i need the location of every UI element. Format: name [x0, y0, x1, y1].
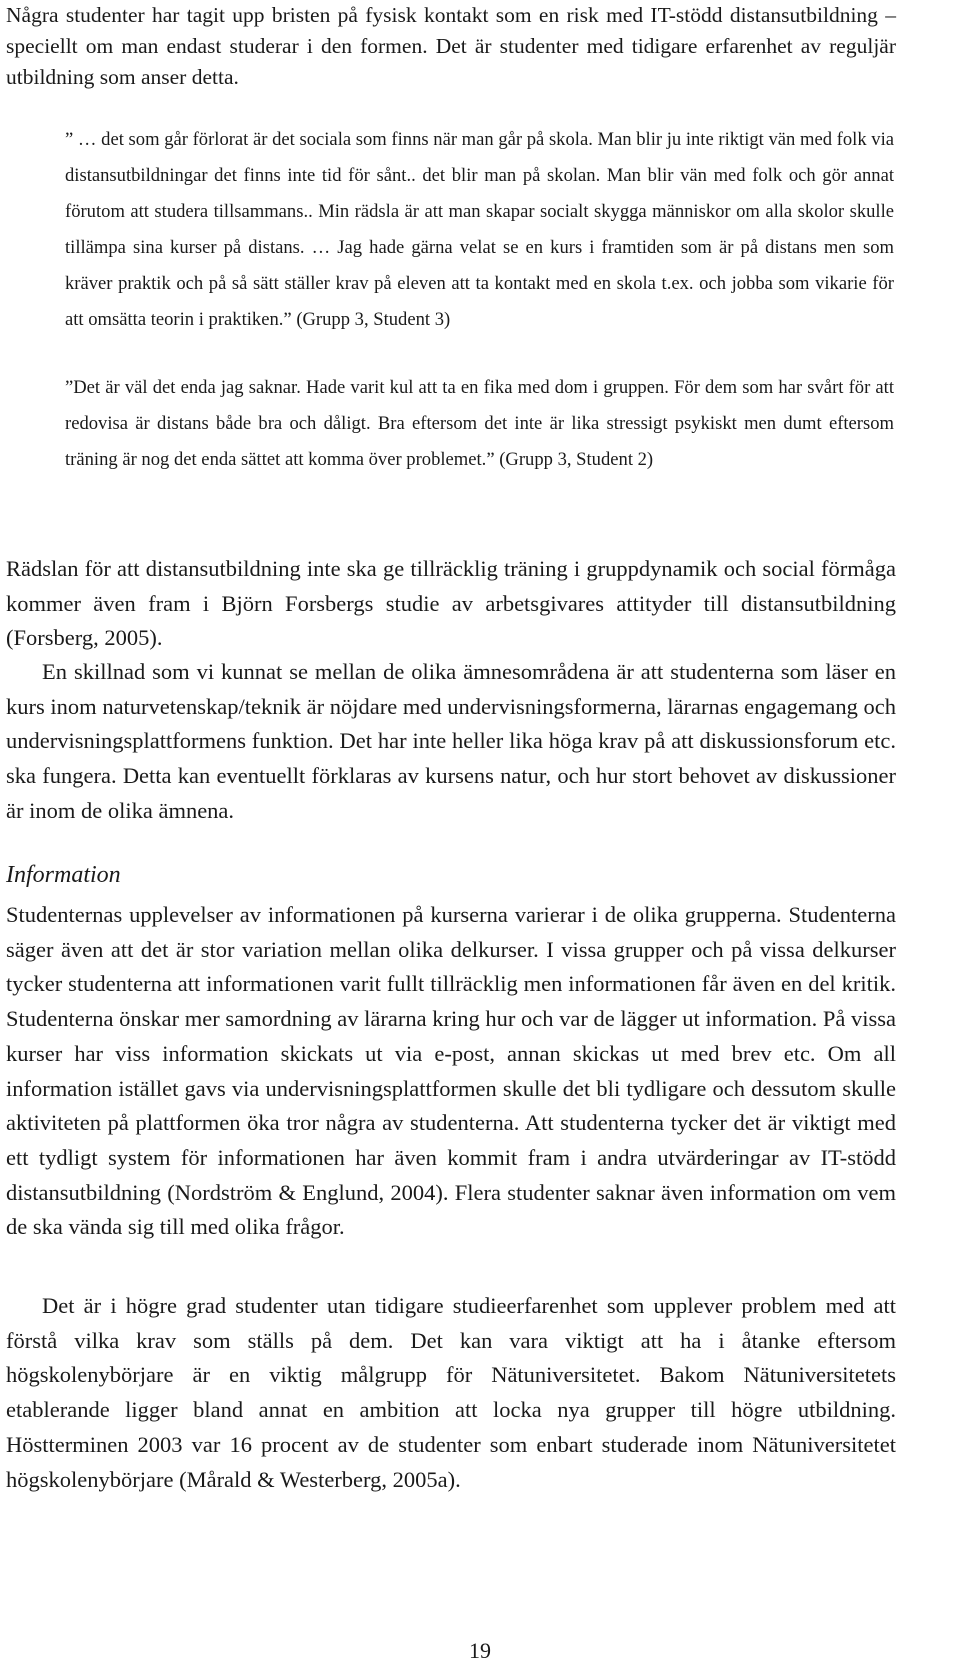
block-quote-student-3: ” … det som går förlorat är det sociala som finns när man går på skola. Man blir ju inte riktigt vän med folk via distansutbildningar det finns inte tid för sånt.. det blir man på skolan. Man blir vän med folk och gör annat förutom att studera tillsammans.. Min rädsla är att man skapar socialt skygga människor om alla skolor skulle tillämpa sina kurser på distans. … Jag hade gärna velat se en kurs i framtiden som är på distans men som kräver praktik och på så sätt ställer krav på eleven att ta kontakt med en skola t.ex. och jobba som vikarie för att omsätta teorin i praktiken.” (Grupp 3, Student 3) — [65, 129, 894, 330]
paragraph-new-students: Det är i högre grad studenter utan tidigare studieerfarenhet som upplever problem med att förstå vilka krav som ställs på dem. Det kan vara viktigt att ha i åtanke eftersom högskolenybörjare är en viktig målgrupp för Nätuniversitetet. Bakom Nätuniversitetets etablerande ligger bland annat en ambition att locka nya grupper till högre utbildning. Höstterminen 2003 var 16 procent av de studenter som enbart studerade inom Nätuniversitetet högskolenybörjare (Mårald & Westerberg, 2005a). — [6, 1293, 896, 1492]
section-heading-information: Information — [6, 862, 121, 888]
paragraph-information: Studenternas upplevelser av informationen på kurserna varierar i de olika grupperna. Studenterna säger även att det är stor variation mellan olika delkurser. I vissa grupper och på vissa delkurser tycker studenterna att informationen varit fullt tillräcklig men informationen får även en del kritik. Studenterna önskar mer samordning av lärarna kring hur och var de lägger ut information. På vissa kurser har viss information skickats ut via e-post, annan skickas ut med brev etc. Om all information istället gavs via undervisningsplattformen skulle det bli tydligare och dessutom skulle aktiviteten på plattformen öka tror några av studenterna. Att studenterna tycker det är viktigt med ett tydligt system för informationen har även kommit fram i andra utvärderingar av IT-stödd distansutbildning (Nordström & Englund, 2004). Flera studenter saknar även information om vem de ska vända sig till med olika frågor. — [6, 902, 896, 1240]
intro-paragraph: Några studenter har tagit upp bristen på fysisk kontakt som en risk med IT-stödd distansutbildning – speciellt om man endast studerar i den formen. Det är studenter med tidigare erfarenhet av reguljär utbildning som anser detta. — [6, 3, 896, 89]
page-number: 19 — [469, 1638, 491, 1663]
paragraph-subject-differences: En skillnad som vi kunnat se mellan de olika ämnesområdena är att studenterna som läser en kurs inom naturvetenskap/teknik är nöjdare med undervisningsformerna, lärarnas engagemang och undervisningsplattformens funktion. Det har inte heller lika höga krav på att diskussionsforum etc. ska fungera. Detta kan eventuellt förklaras av kursens natur, och hur stort behovet av diskussioner är inom de olika ämnena. — [6, 659, 896, 823]
block-quote-student-2: ”Det är väl det enda jag saknar. Hade varit kul att ta en fika med dom i gruppen. För dem som har svårt för att redovisa är distans både bra och dåligt. Bra eftersom det inte är lika stressigt psykiskt men dumt eftersom träning är nog det enda sättet att komma över problemet.” (Grupp 3, Student 2) — [65, 377, 894, 470]
paragraph-forsberg: Rädslan för att distansutbildning inte ska ge tillräcklig träning i gruppdynamik och social förmåga kommer även fram i Björn Forsbergs studie av arbetsgivares attityder till distansutbildning (Forsberg, 2005). — [6, 556, 896, 651]
